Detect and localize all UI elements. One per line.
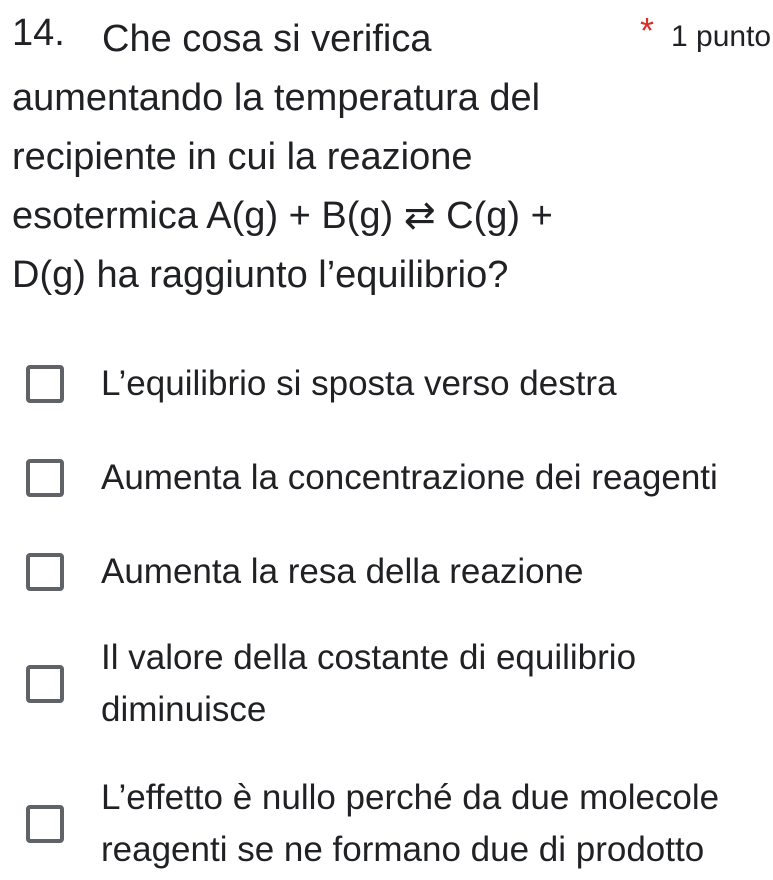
option-item[interactable] <box>26 546 766 598</box>
option-label[interactable]: Il valore della costante di equilibrio diminuisce <box>101 638 637 729</box>
option-label[interactable]: L’effetto è nullo perché da due molecole reagenti se ne formano due di prodotto <box>101 778 720 869</box>
checkbox[interactable] <box>26 805 64 843</box>
option-label[interactable]: Aumenta la resa della reazione <box>101 552 584 591</box>
question-number: 14. <box>12 12 65 54</box>
question-text: Che cosa si verifica aumentando la temperatura del recipiente in cui la reazione esotermica A(g) + B(g) ⇄ C(g) + D(g) ha raggiunto l’equilibrio? <box>12 18 553 296</box>
checkbox[interactable] <box>26 365 64 403</box>
checkbox[interactable] <box>26 553 64 591</box>
option-item[interactable] <box>26 452 766 504</box>
checkbox[interactable] <box>26 459 64 497</box>
option-item[interactable] <box>26 772 766 876</box>
option-item[interactable] <box>26 358 766 410</box>
checkbox[interactable] <box>26 665 64 703</box>
option-item[interactable] <box>26 632 766 736</box>
option-label[interactable]: Aumenta la concentrazione dei reagenti <box>101 458 718 497</box>
points-label: 1 punto <box>671 20 772 53</box>
required-asterisk: * <box>640 10 655 51</box>
option-label[interactable]: L’equilibrio si sposta verso destra <box>101 364 617 403</box>
